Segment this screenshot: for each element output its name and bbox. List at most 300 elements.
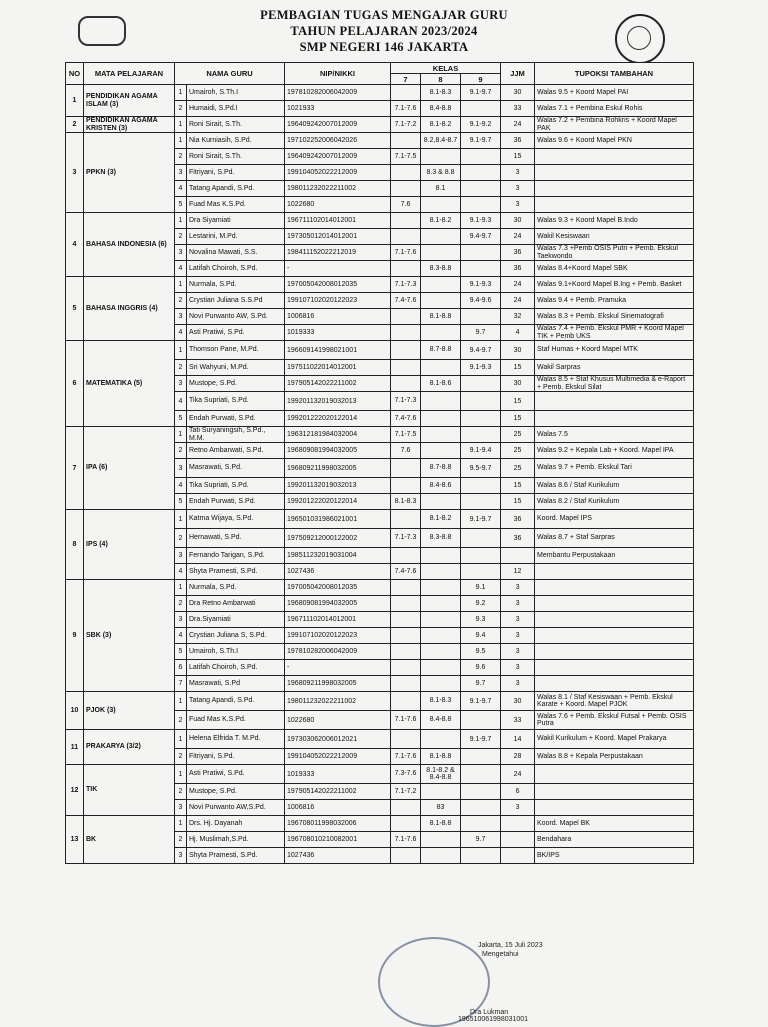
kelas-7-cell <box>391 309 421 325</box>
kelas-7-cell <box>391 341 421 360</box>
row-index: 3 <box>175 548 187 564</box>
row-index: 1 <box>175 510 187 529</box>
kelas-9-cell <box>461 392 501 411</box>
teacher-name: Novalina Mawati, S.S. <box>187 245 285 261</box>
jjm-cell: 30 <box>501 85 535 101</box>
row-index: 3 <box>175 165 187 181</box>
kelas-9-cell <box>461 181 501 197</box>
tupoksi-cell: Walas 8.2 / Staf Kurikulum <box>535 494 694 510</box>
kelas-7-cell: 7.1-7.2 <box>391 784 421 800</box>
teacher-name: Nurmala, S.Pd. <box>187 580 285 596</box>
kelas-7-cell <box>391 133 421 149</box>
jjm-cell: 24 <box>501 293 535 309</box>
kelas-8-cell: 8.1-8.2 <box>421 510 461 529</box>
subject-name: BAHASA INGGRIS (4) <box>84 277 175 341</box>
teacher-nip: 196711102014012001 <box>285 213 391 229</box>
kelas-9-cell: 9.1-9.3 <box>461 213 501 229</box>
table-row <box>66 692 694 711</box>
kelas-7-cell <box>391 376 421 392</box>
jjm-cell <box>501 548 535 564</box>
kelas-7-cell <box>391 596 421 612</box>
teacher-name: Hernawati, S.Pd. <box>187 529 285 548</box>
teacher-nip: 1027436 <box>285 564 391 580</box>
teacher-name: Tati Suryaningsih, S.Pd., M.M. <box>187 427 285 443</box>
jjm-cell: 15 <box>501 478 535 494</box>
teacher-nip: 196312181984032004 <box>285 427 391 443</box>
teacher-name: Asti Pratiwi, S.Pd. <box>187 765 285 784</box>
jjm-cell: 30 <box>501 692 535 711</box>
row-index: 2 <box>175 596 187 612</box>
tupoksi-cell: Walas 9.4 + Pemb. Pramuka <box>535 293 694 309</box>
row-index: 3 <box>175 848 187 864</box>
teacher-nip: 196609141998021001 <box>285 341 391 360</box>
table-row <box>66 213 694 229</box>
teacher-name: Tatang Apandi, S.Pd. <box>187 692 285 711</box>
row-index: 1 <box>175 213 187 229</box>
teacher-name: Tatang Apandi, S.Pd. <box>187 181 285 197</box>
kelas-8-cell: 8.1-8.8 <box>421 749 461 765</box>
jjm-cell <box>501 848 535 864</box>
kelas-7-cell <box>391 692 421 711</box>
kelas-9-cell <box>461 749 501 765</box>
kelas-9-cell <box>461 309 501 325</box>
teacher-nip: 197905142022211002 <box>285 784 391 800</box>
tupoksi-cell: Walas 8.3 + Pemb. Ekskul Sinematografi <box>535 309 694 325</box>
teacher-nip: 197303062006012021 <box>285 730 391 749</box>
subject-name: SBK (3) <box>84 580 175 692</box>
table-row <box>66 427 694 443</box>
row-index: 1 <box>175 117 187 133</box>
teacher-nip: 196809081994032005 <box>285 596 391 612</box>
kelas-9-cell <box>461 165 501 181</box>
group-number: 2 <box>66 117 84 133</box>
row-index: 2 <box>175 443 187 459</box>
row-index: 2 <box>175 149 187 165</box>
tupoksi-cell: Wakil Kesiswaan <box>535 229 694 245</box>
teacher-nip: 199104052022212009 <box>285 749 391 765</box>
teacher-name: Nia Kurniasih, S.Pd. <box>187 133 285 149</box>
jjm-cell: 30 <box>501 341 535 360</box>
kelas-7-cell: 7.1-7.6 <box>391 749 421 765</box>
kelas-7-cell <box>391 261 421 277</box>
col-mapel: MATA PELAJARAN <box>84 63 175 85</box>
table-row <box>66 117 694 133</box>
teacher-nip: 1019333 <box>285 765 391 784</box>
group-number: 13 <box>66 816 84 864</box>
jjm-cell: 6 <box>501 784 535 800</box>
table-row <box>66 133 694 149</box>
col-kelas-7: 7 <box>391 74 421 85</box>
subject-name: IPS (4) <box>84 510 175 580</box>
jjm-cell: 15 <box>501 494 535 510</box>
teacher-name: Endah Purwati, S.Pd. <box>187 411 285 427</box>
kelas-7-cell: 7.4-7.6 <box>391 564 421 580</box>
kelas-8-cell: 8.7-8.8 <box>421 341 461 360</box>
signature-place-date: Jakarta, 15 Juli 2023 <box>478 942 543 949</box>
jjm-cell: 24 <box>501 229 535 245</box>
row-index: 2 <box>175 832 187 848</box>
jjm-cell <box>501 832 535 848</box>
row-index: 1 <box>175 133 187 149</box>
kelas-8-cell: 8.1-8.6 <box>421 376 461 392</box>
row-index: 1 <box>175 816 187 832</box>
teacher-name: Sri Wahyuni, M.Pd. <box>187 360 285 376</box>
teacher-name: Crystian Juliana S, S.Pd. <box>187 628 285 644</box>
jjm-cell: 24 <box>501 117 535 133</box>
kelas-8-cell <box>421 392 461 411</box>
teacher-name: Masrawati, S.Pd <box>187 676 285 692</box>
teacher-nip: 199107102020122023 <box>285 293 391 309</box>
tupoksi-cell: Membantu Perpustakaan <box>535 548 694 564</box>
row-index: 2 <box>175 229 187 245</box>
teacher-nip: 198011232022211002 <box>285 181 391 197</box>
teacher-name: Masrawati, S.Pd. <box>187 459 285 478</box>
subject-name: PENDIDIKAN AGAMA ISLAM (3) <box>84 85 175 117</box>
teacher-nip: 196809211998032005 <box>285 459 391 478</box>
kelas-9-cell: 9.1-9.7 <box>461 730 501 749</box>
teacher-name: Fitriyani, S.Pd. <box>187 165 285 181</box>
kelas-9-cell: 9.1-9.4 <box>461 443 501 459</box>
teacher-nip: 196711102014012001 <box>285 612 391 628</box>
teacher-nip: 196809081994032005 <box>285 443 391 459</box>
table-row <box>66 580 694 596</box>
tupoksi-cell: Walas 7.4 + Pemb. Ekskul PMR + Koord Mapel TIK + Pemb UKS <box>535 325 694 341</box>
teacher-name: Shyta Pramesti, S.Pd. <box>187 848 285 864</box>
subject-name: PPKN (3) <box>84 133 175 213</box>
jjm-cell: 3 <box>501 596 535 612</box>
kelas-7-cell <box>391 644 421 660</box>
teacher-nip: 197005042008012035 <box>285 277 391 293</box>
table-row <box>66 85 694 101</box>
kelas-9-cell: 9.1-9.7 <box>461 133 501 149</box>
kelas-7-cell <box>391 85 421 101</box>
row-index: 6 <box>175 660 187 676</box>
kelas-9-cell: 9.1-9.7 <box>461 85 501 101</box>
tupoksi-cell: Koord. Mapel BK <box>535 816 694 832</box>
row-index: 1 <box>175 730 187 749</box>
tupoksi-cell: Staf Humas + Koord Mapel MTK <box>535 341 694 360</box>
row-index: 4 <box>175 478 187 494</box>
group-number: 3 <box>66 133 84 213</box>
teacher-name: Crystian Juliana S.S.Pd <box>187 293 285 309</box>
teacher-nip: 197005042008012035 <box>285 580 391 596</box>
tupoksi-cell <box>535 660 694 676</box>
row-index: 2 <box>175 529 187 548</box>
kelas-7-cell: 7.1-7.5 <box>391 427 421 443</box>
col-jjm: JJM <box>501 63 535 85</box>
teacher-name: Fitriyani, S.Pd. <box>187 749 285 765</box>
jjm-cell: 33 <box>501 711 535 730</box>
teacher-name: Thomson Pane, M.Pd. <box>187 341 285 360</box>
tupoksi-cell: Walas 9.1+Koord Mapel B.Ing + Pemb. Basket <box>535 277 694 293</box>
kelas-7-cell <box>391 213 421 229</box>
teaching-assignment-table <box>65 62 694 864</box>
tupoksi-cell <box>535 676 694 692</box>
kelas-8-cell <box>421 277 461 293</box>
jjm-cell: 15 <box>501 411 535 427</box>
row-index: 3 <box>175 376 187 392</box>
kelas-7-cell: 7.6 <box>391 443 421 459</box>
teacher-name: Humaidi, S.Pd.I <box>187 101 285 117</box>
row-index: 4 <box>175 261 187 277</box>
teacher-name: Dra Siyamiati <box>187 213 285 229</box>
teacher-name: Helena Elfrida T. M.Pd. <box>187 730 285 749</box>
tupoksi-cell <box>535 765 694 784</box>
kelas-9-cell: 9.7 <box>461 325 501 341</box>
teacher-nip: 1006816 <box>285 309 391 325</box>
row-index: 4 <box>175 325 187 341</box>
tupoksi-cell: Walas 7.6 + Pemb. Ekskul Futsal + Pemb. OSIS Putra <box>535 711 694 730</box>
kelas-7-cell: 7.1-7.5 <box>391 149 421 165</box>
teacher-name: Latifah Choiroh, S.Pd. <box>187 261 285 277</box>
teacher-name: Novi Purwanto AW, S.Pd. <box>187 309 285 325</box>
tupoksi-cell <box>535 165 694 181</box>
kelas-8-cell <box>421 832 461 848</box>
signature-role: Mengetahui <box>482 951 519 958</box>
row-index: 2 <box>175 749 187 765</box>
jjm-cell: 15 <box>501 360 535 376</box>
tupoksi-cell <box>535 197 694 213</box>
kelas-8-cell: 8.1-8.2 <box>421 213 461 229</box>
subject-name: TIK <box>84 765 175 816</box>
kelas-7-cell: 7.1-7.6 <box>391 832 421 848</box>
teacher-nip: 198411152022212019 <box>285 245 391 261</box>
tupoksi-cell <box>535 628 694 644</box>
kelas-9-cell <box>461 564 501 580</box>
kelas-8-cell <box>421 293 461 309</box>
row-index: 5 <box>175 644 187 660</box>
kelas-9-cell <box>461 548 501 564</box>
kelas-7-cell: 7.6 <box>391 197 421 213</box>
kelas-9-cell: 9.1 <box>461 580 501 596</box>
teacher-nip: 199107102020122023 <box>285 628 391 644</box>
kelas-8-cell: 8.7-8.8 <box>421 459 461 478</box>
tupoksi-cell: Walas 7.5 <box>535 427 694 443</box>
table-row <box>66 730 694 749</box>
tupoksi-cell: Walas 7.2 + Pembina Rohkris + Koord Mapel PAK <box>535 117 694 133</box>
kelas-9-cell <box>461 197 501 213</box>
kelas-9-cell <box>461 848 501 864</box>
group-number: 10 <box>66 692 84 730</box>
row-index: 2 <box>175 293 187 309</box>
subject-name: MATEMATIKA (5) <box>84 341 175 427</box>
kelas-9-cell <box>461 245 501 261</box>
row-index: 2 <box>175 101 187 117</box>
teacher-nip: 197102252006042026 <box>285 133 391 149</box>
teacher-nip: 197511022014012001 <box>285 360 391 376</box>
table-body <box>66 85 694 864</box>
teacher-nip: 196809211998032005 <box>285 676 391 692</box>
tupoksi-cell: Walas 9.3 + Koord Mapel B.Indo <box>535 213 694 229</box>
row-index: 4 <box>175 564 187 580</box>
kelas-9-cell <box>461 711 501 730</box>
jjm-cell: 24 <box>501 765 535 784</box>
tupoksi-cell <box>535 784 694 800</box>
teacher-name: Roni Sirait, S.Th. <box>187 117 285 133</box>
row-index: 3 <box>175 245 187 261</box>
document-header <box>0 6 768 60</box>
row-index: 1 <box>175 277 187 293</box>
kelas-7-cell: 7.1-7.6 <box>391 101 421 117</box>
tupoksi-cell: Walas 8.7 + Staf Sarpras <box>535 529 694 548</box>
tupoksi-cell <box>535 149 694 165</box>
kelas-7-cell: 8.1-8.3 <box>391 494 421 510</box>
jjm-cell: 24 <box>501 277 535 293</box>
kelas-7-cell <box>391 816 421 832</box>
table-row <box>66 510 694 529</box>
subject-name: IPA (6) <box>84 427 175 510</box>
teacher-nip: 199201222020122014 <box>285 494 391 510</box>
kelas-7-cell <box>391 628 421 644</box>
kelas-9-cell: 9.7 <box>461 676 501 692</box>
kelas-7-cell <box>391 800 421 816</box>
table-row <box>66 341 694 360</box>
tupoksi-cell <box>535 580 694 596</box>
kelas-7-cell <box>391 510 421 529</box>
jjm-cell: 25 <box>501 427 535 443</box>
jjm-cell: 14 <box>501 730 535 749</box>
signature-block <box>378 937 718 1024</box>
kelas-8-cell: 8.1-8.8 <box>421 309 461 325</box>
jjm-cell: 3 <box>501 628 535 644</box>
teacher-nip: 198011232022211002 <box>285 692 391 711</box>
group-number: 8 <box>66 510 84 580</box>
row-index: 2 <box>175 711 187 730</box>
teacher-nip: 196708011998032006 <box>285 816 391 832</box>
kelas-8-cell <box>421 229 461 245</box>
teacher-nip: - <box>285 261 391 277</box>
teacher-nip: 1019333 <box>285 325 391 341</box>
teacher-nip: 196409242007012009 <box>285 117 391 133</box>
jjm-cell: 3 <box>501 676 535 692</box>
tupoksi-cell: Walas 8.8 + Kepala Perpustakaan <box>535 749 694 765</box>
group-number: 1 <box>66 85 84 117</box>
kelas-7-cell <box>391 548 421 564</box>
teacher-name: Fuad Mas K.S.Pd. <box>187 711 285 730</box>
teacher-name: Mustope, S.Pd. <box>187 784 285 800</box>
title-line-1: PEMBAGIAN TUGAS MENGAJAR GURU <box>260 8 508 22</box>
teacher-nip: 198511232019031004 <box>285 548 391 564</box>
group-number: 9 <box>66 580 84 692</box>
teacher-nip: 1022680 <box>285 197 391 213</box>
row-index: 3 <box>175 309 187 325</box>
kelas-8-cell <box>421 848 461 864</box>
tupoksi-cell <box>535 392 694 411</box>
kelas-8-cell: 83 <box>421 800 461 816</box>
table-row <box>66 816 694 832</box>
kelas-8-cell: 8.3-8.8 <box>421 261 461 277</box>
kelas-8-cell <box>421 149 461 165</box>
kelas-7-cell: 7.1-7.6 <box>391 245 421 261</box>
table-row <box>66 765 694 784</box>
teacher-name: Fernando Tarigan, S.Pd. <box>187 548 285 564</box>
kelas-9-cell <box>461 376 501 392</box>
kelas-8-cell <box>421 245 461 261</box>
kelas-7-cell: 7.1-7.3 <box>391 529 421 548</box>
teacher-nip: 197810282006042009 <box>285 644 391 660</box>
teacher-name: Asti Pratiwi, S.Pd. <box>187 325 285 341</box>
row-index: 3 <box>175 612 187 628</box>
kelas-9-cell <box>461 765 501 784</box>
tupoksi-cell: Wakil Sarpras <box>535 360 694 376</box>
kelas-9-cell: 9.1-9.3 <box>461 360 501 376</box>
kelas-7-cell <box>391 660 421 676</box>
jjm-cell: 15 <box>501 149 535 165</box>
kelas-9-cell <box>461 427 501 443</box>
row-index: 3 <box>175 459 187 478</box>
jjm-cell: 32 <box>501 309 535 325</box>
kelas-8-cell: 8.4-8.6 <box>421 478 461 494</box>
row-index: 2 <box>175 360 187 376</box>
kelas-9-cell: 9.4-9.6 <box>461 293 501 309</box>
col-kelas: KELAS <box>391 63 501 74</box>
kelas-9-cell: 9.1-9.3 <box>461 277 501 293</box>
jjm-cell: 25 <box>501 443 535 459</box>
teacher-nip: 199104052022212009 <box>285 165 391 181</box>
kelas-8-cell <box>421 580 461 596</box>
kelas-8-cell <box>421 784 461 800</box>
tupoksi-cell: Koord. Mapel IPS <box>535 510 694 529</box>
group-number: 5 <box>66 277 84 341</box>
kelas-7-cell <box>391 325 421 341</box>
kelas-7-cell <box>391 360 421 376</box>
teacher-nip: 1022680 <box>285 711 391 730</box>
teacher-name: Dra.Siyamiati <box>187 612 285 628</box>
title-line-3: SMP NEGERI 146 JAKARTA <box>299 40 469 54</box>
kelas-9-cell: 9.4 <box>461 628 501 644</box>
tupoksi-cell: Walas 8.1 / Staf Kesiswaan + Pemb. Ekskul Karate + Koord. Mapel PJOK <box>535 692 694 711</box>
row-index: 1 <box>175 341 187 360</box>
kelas-9-cell: 9.5 <box>461 644 501 660</box>
group-number: 12 <box>66 765 84 816</box>
signature-nip: 196510061998031001 <box>458 1016 529 1023</box>
col-kelas-9: 9 <box>461 74 501 85</box>
jjm-cell: 25 <box>501 459 535 478</box>
col-tupoksi: TUPOKSI TAMBAHAN <box>535 63 694 85</box>
row-index: 7 <box>175 676 187 692</box>
teacher-nip: 196708010210082001 <box>285 832 391 848</box>
kelas-8-cell <box>421 197 461 213</box>
col-nip: NIP/NIKKI <box>285 63 391 85</box>
teacher-name: Dra Retno Ambarwati <box>187 596 285 612</box>
tupoksi-cell: Walas 8.5 + Staf Khusus Multimedia & e-Raport + Pemb. Ekskul Silat <box>535 376 694 392</box>
kelas-7-cell: 7.4-7.6 <box>391 411 421 427</box>
teacher-name: Drs. Hj. Dayanah <box>187 816 285 832</box>
jjm-cell: 33 <box>501 101 535 117</box>
teacher-name: Fuad Mas K.S.Pd. <box>187 197 285 213</box>
jjm-cell: 15 <box>501 392 535 411</box>
tupoksi-cell <box>535 181 694 197</box>
kelas-7-cell <box>391 612 421 628</box>
kelas-8-cell <box>421 660 461 676</box>
kelas-7-cell <box>391 580 421 596</box>
kelas-9-cell: 9.2 <box>461 596 501 612</box>
kelas-7-cell <box>391 165 421 181</box>
row-index: 1 <box>175 427 187 443</box>
kelas-8-cell <box>421 427 461 443</box>
row-index: 1 <box>175 692 187 711</box>
row-index: 4 <box>175 392 187 411</box>
col-kelas-8: 8 <box>421 74 461 85</box>
group-number: 11 <box>66 730 84 765</box>
jjm-cell: 30 <box>501 213 535 229</box>
tupoksi-cell <box>535 800 694 816</box>
kelas-9-cell: 9.1-9.7 <box>461 692 501 711</box>
group-number: 4 <box>66 213 84 277</box>
subject-name: PRAKARYA (3/2) <box>84 730 175 765</box>
jjm-cell: 4 <box>501 325 535 341</box>
teacher-name: Mustope, S.Pd. <box>187 376 285 392</box>
